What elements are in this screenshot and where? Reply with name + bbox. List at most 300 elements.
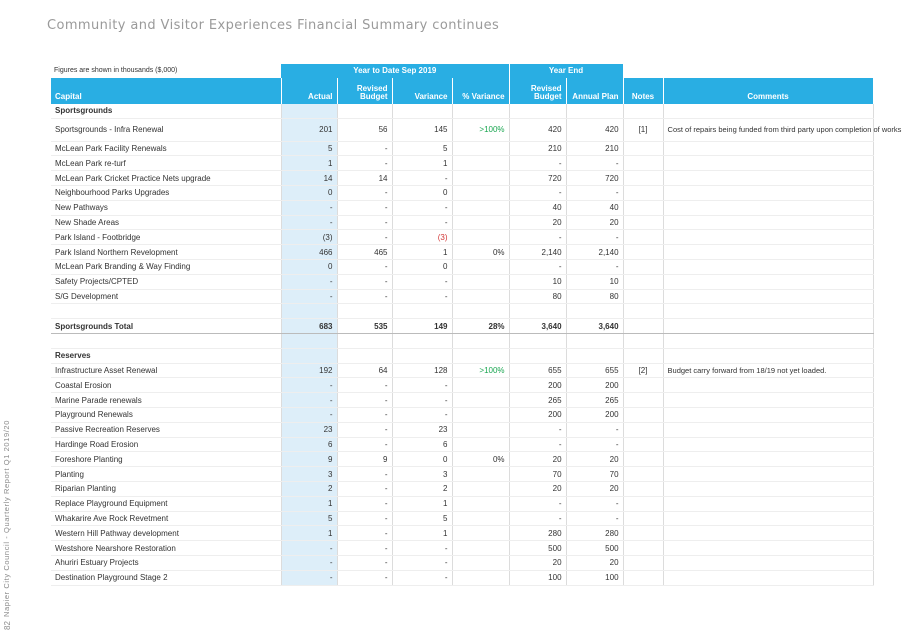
cell-comment bbox=[663, 274, 873, 289]
col-revised-budget: Revised Budget bbox=[337, 78, 392, 104]
cell-notes bbox=[623, 407, 663, 422]
cell-actual: 466 bbox=[281, 245, 337, 260]
row-name: Ahuriri Estuary Projects bbox=[51, 555, 281, 570]
cell-ye-revised-budget: 40 bbox=[509, 200, 566, 215]
cell-comment bbox=[663, 422, 873, 437]
table-row bbox=[51, 200, 873, 215]
cell-revised-budget: - bbox=[337, 185, 392, 200]
group-blank bbox=[663, 64, 873, 78]
cell-annual-plan: 280 bbox=[566, 526, 623, 541]
cell-actual: - bbox=[281, 200, 337, 215]
row-name: McLean Park re-turf bbox=[51, 156, 281, 171]
cell-notes bbox=[623, 570, 663, 585]
cell-pct-variance bbox=[452, 289, 509, 304]
cell-pct-variance bbox=[452, 511, 509, 526]
cell-variance: - bbox=[392, 171, 452, 186]
cell-variance: - bbox=[392, 570, 452, 585]
cell-comment bbox=[663, 185, 873, 200]
col-ye-revised-budget: Revised Budget bbox=[509, 78, 566, 104]
cell-actual: - bbox=[281, 289, 337, 304]
col-capital: Capital bbox=[51, 78, 281, 104]
cell-pct-variance bbox=[452, 215, 509, 230]
cell-notes bbox=[623, 481, 663, 496]
empty-cell bbox=[509, 333, 566, 348]
row-name: Sportsgrounds Total bbox=[51, 319, 281, 334]
cell-actual: 23 bbox=[281, 422, 337, 437]
col-notes: Notes bbox=[623, 78, 663, 104]
cell-variance: 5 bbox=[392, 141, 452, 156]
cell-revised-budget: - bbox=[337, 511, 392, 526]
cell-actual: - bbox=[281, 555, 337, 570]
empty-cell bbox=[281, 348, 337, 363]
cell-revised-budget: - bbox=[337, 422, 392, 437]
cell-annual-plan: 720 bbox=[566, 171, 623, 186]
row-name: Park Island Northern Revelopment bbox=[51, 245, 281, 260]
cell-variance: 1 bbox=[392, 496, 452, 511]
units-note: Figures are shown in thousands ($,000) bbox=[54, 67, 178, 75]
cell-revised-budget: - bbox=[337, 259, 392, 274]
cell-ye-revised-budget: 80 bbox=[509, 289, 566, 304]
row-name: Whakarire Ave Rock Revetment bbox=[51, 511, 281, 526]
table-row bbox=[51, 541, 873, 556]
table-row bbox=[51, 378, 873, 393]
cell-annual-plan: 210 bbox=[566, 141, 623, 156]
cell-comment bbox=[663, 289, 873, 304]
cell-variance: (3) bbox=[392, 230, 452, 245]
cell-variance: 145 bbox=[392, 118, 452, 141]
cell-pct-variance bbox=[452, 378, 509, 393]
cell-comment bbox=[663, 452, 873, 467]
cell-ye-revised-budget: - bbox=[509, 437, 566, 452]
cell-pct-variance bbox=[452, 393, 509, 408]
col-comments: Comments bbox=[663, 78, 873, 104]
col-annual-plan: Annual Plan bbox=[566, 78, 623, 104]
table-row bbox=[51, 156, 873, 171]
empty-cell bbox=[392, 348, 452, 363]
cell-revised-budget: 64 bbox=[337, 363, 392, 378]
table-body bbox=[51, 104, 902, 585]
cell-notes bbox=[623, 274, 663, 289]
section-header-row bbox=[51, 104, 873, 118]
cell-revised-budget: - bbox=[337, 378, 392, 393]
cell-revised-budget: 56 bbox=[337, 118, 392, 141]
page-number: 82 bbox=[3, 621, 12, 630]
row-name: Replace Playground Equipment bbox=[51, 496, 281, 511]
spacer-row bbox=[51, 333, 873, 348]
cell-ye-revised-budget: - bbox=[509, 511, 566, 526]
row-name: Hardinge Road Erosion bbox=[51, 437, 281, 452]
cell-annual-plan: 420 bbox=[566, 118, 623, 141]
cell-ye-revised-budget: - bbox=[509, 496, 566, 511]
table-row bbox=[51, 141, 873, 156]
cell-pct-variance bbox=[452, 541, 509, 556]
empty-cell bbox=[566, 104, 623, 118]
cell-actual: - bbox=[281, 378, 337, 393]
cell-annual-plan: 200 bbox=[566, 407, 623, 422]
table-row bbox=[51, 259, 873, 274]
cell-pct-variance bbox=[452, 437, 509, 452]
row-name: Destination Playground Stage 2 bbox=[51, 570, 281, 585]
cell-ye-revised-budget: - bbox=[509, 185, 566, 200]
cell-revised-budget: - bbox=[337, 555, 392, 570]
cell-pct-variance bbox=[452, 555, 509, 570]
cell-actual: - bbox=[281, 393, 337, 408]
empty-cell bbox=[509, 104, 566, 118]
cell-notes bbox=[623, 511, 663, 526]
empty-cell bbox=[566, 333, 623, 348]
row-name: Passive Recreation Reserves bbox=[51, 422, 281, 437]
side-footer-text: Napier City Council - Quarterly Report Q1 2019/20 bbox=[2, 420, 11, 617]
cell-ye-revised-budget: 200 bbox=[509, 378, 566, 393]
empty-cell bbox=[337, 104, 392, 118]
empty-cell bbox=[392, 304, 452, 319]
cell-ye-revised-budget: 720 bbox=[509, 171, 566, 186]
empty-cell bbox=[392, 333, 452, 348]
cell-pct-variance bbox=[452, 496, 509, 511]
cell-ye-revised-budget: 500 bbox=[509, 541, 566, 556]
cell-notes bbox=[623, 200, 663, 215]
table-row bbox=[51, 118, 873, 141]
row-name: Sportsgrounds - Infra Renewal bbox=[51, 118, 281, 141]
cell-variance: - bbox=[392, 289, 452, 304]
cell-actual: - bbox=[281, 541, 337, 556]
empty-cell bbox=[452, 304, 509, 319]
cell-revised-budget: 465 bbox=[337, 245, 392, 260]
cell-ye-revised-budget: - bbox=[509, 230, 566, 245]
cell-actual: 1 bbox=[281, 526, 337, 541]
cell-pct-variance bbox=[452, 570, 509, 585]
section-title: Sportsgrounds bbox=[51, 104, 281, 118]
cell-ye-revised-budget: - bbox=[509, 259, 566, 274]
row-name: Playground Renewals bbox=[51, 407, 281, 422]
row-name: McLean Park Branding & Way Finding bbox=[51, 259, 281, 274]
table-row bbox=[51, 452, 873, 467]
cell-ye-revised-budget: 20 bbox=[509, 555, 566, 570]
cell-annual-plan: 70 bbox=[566, 467, 623, 482]
table-row bbox=[51, 393, 873, 408]
cell-pct-variance bbox=[452, 171, 509, 186]
cell-notes bbox=[623, 171, 663, 186]
cell-notes bbox=[623, 289, 663, 304]
cell-variance: 0 bbox=[392, 259, 452, 274]
cell-comment: Cost of repairs being funded from third party upon completion of works bbox=[663, 118, 873, 141]
cell-pct-variance bbox=[452, 526, 509, 541]
cell-variance: 1 bbox=[392, 245, 452, 260]
cell-revised-budget: - bbox=[337, 230, 392, 245]
cell-ye-revised-budget: 20 bbox=[509, 452, 566, 467]
cell-comment bbox=[663, 378, 873, 393]
cell-pct-variance bbox=[452, 185, 509, 200]
cell-pct-variance bbox=[452, 481, 509, 496]
cell-annual-plan: - bbox=[566, 511, 623, 526]
empty-cell bbox=[51, 304, 281, 319]
empty-cell bbox=[623, 348, 663, 363]
cell-variance: 1 bbox=[392, 526, 452, 541]
spacer-row bbox=[51, 304, 873, 319]
cell-notes bbox=[623, 259, 663, 274]
cell-actual: 1 bbox=[281, 156, 337, 171]
total-row bbox=[51, 319, 873, 334]
cell-notes bbox=[623, 467, 663, 482]
cell-ye-revised-budget: 655 bbox=[509, 363, 566, 378]
cell-comment bbox=[663, 526, 873, 541]
cell-annual-plan: 20 bbox=[566, 555, 623, 570]
cell-revised-budget: - bbox=[337, 393, 392, 408]
cell-actual: 192 bbox=[281, 363, 337, 378]
cell-comment bbox=[663, 570, 873, 585]
cell-variance: - bbox=[392, 200, 452, 215]
cell-annual-plan: - bbox=[566, 496, 623, 511]
cell-ye-revised-budget: - bbox=[509, 422, 566, 437]
row-name: Foreshore Planting bbox=[51, 452, 281, 467]
empty-cell bbox=[392, 104, 452, 118]
cell-annual-plan: 20 bbox=[566, 481, 623, 496]
cell-pct-variance: 0% bbox=[452, 452, 509, 467]
table-row bbox=[51, 245, 873, 260]
cell-annual-plan: 200 bbox=[566, 378, 623, 393]
cell-notes bbox=[623, 555, 663, 570]
cell-revised-budget: - bbox=[337, 526, 392, 541]
cell-variance: - bbox=[392, 378, 452, 393]
cell-pct-variance: >100% bbox=[452, 363, 509, 378]
cell-comment bbox=[663, 200, 873, 215]
row-name: Western Hill Pathway development bbox=[51, 526, 281, 541]
table-row bbox=[51, 363, 873, 378]
cell-comment bbox=[663, 156, 873, 171]
empty-cell bbox=[337, 348, 392, 363]
empty-cell bbox=[663, 348, 873, 363]
cell-ye-revised-budget: 420 bbox=[509, 118, 566, 141]
row-name: McLean Park Facility Renewals bbox=[51, 141, 281, 156]
cell-revised-budget: - bbox=[337, 274, 392, 289]
cell-variance: - bbox=[392, 555, 452, 570]
cell-revised-budget: - bbox=[337, 407, 392, 422]
cell-annual-plan: - bbox=[566, 259, 623, 274]
empty-cell bbox=[337, 333, 392, 348]
table-row bbox=[51, 407, 873, 422]
table-row bbox=[51, 467, 873, 482]
cell-notes bbox=[623, 452, 663, 467]
empty-cell bbox=[337, 304, 392, 319]
cell-annual-plan: 20 bbox=[566, 215, 623, 230]
cell-variance: 23 bbox=[392, 422, 452, 437]
cell-variance: - bbox=[392, 541, 452, 556]
cell-comment bbox=[663, 496, 873, 511]
cell-annual-plan: 40 bbox=[566, 200, 623, 215]
cell-pct-variance bbox=[452, 200, 509, 215]
cell-notes bbox=[623, 422, 663, 437]
cell-notes bbox=[623, 141, 663, 156]
cell-notes: [1] bbox=[623, 118, 663, 141]
cell-comment bbox=[663, 245, 873, 260]
cell-ye-revised-budget: 2,140 bbox=[509, 245, 566, 260]
cell-revised-budget: - bbox=[337, 215, 392, 230]
table-row bbox=[51, 481, 873, 496]
cell-comment bbox=[663, 259, 873, 274]
cell-annual-plan: 2,140 bbox=[566, 245, 623, 260]
table-row bbox=[51, 437, 873, 452]
cell-variance: 0 bbox=[392, 452, 452, 467]
cell-pct-variance bbox=[452, 230, 509, 245]
empty-cell bbox=[623, 104, 663, 118]
cell-variance: - bbox=[392, 274, 452, 289]
column-header-row bbox=[51, 78, 873, 104]
cell-pct-variance bbox=[452, 467, 509, 482]
row-name: Neighbourhood Parks Upgrades bbox=[51, 185, 281, 200]
cell-actual: 0 bbox=[281, 185, 337, 200]
cell-revised-budget: - bbox=[337, 141, 392, 156]
group-header-row bbox=[51, 64, 873, 78]
cell-notes bbox=[623, 437, 663, 452]
cell-comment bbox=[663, 407, 873, 422]
cell-notes bbox=[623, 378, 663, 393]
cell-annual-plan: - bbox=[566, 422, 623, 437]
cell-actual: 3 bbox=[281, 467, 337, 482]
cell-pct-variance: 0% bbox=[452, 245, 509, 260]
cell-revised-budget: - bbox=[337, 496, 392, 511]
cell-comment bbox=[663, 230, 873, 245]
cell-revised-budget: 9 bbox=[337, 452, 392, 467]
cell-annual-plan: - bbox=[566, 185, 623, 200]
empty-cell bbox=[663, 333, 873, 348]
cell-actual: 2 bbox=[281, 481, 337, 496]
table-row bbox=[51, 570, 873, 585]
cell-variance: - bbox=[392, 407, 452, 422]
cell-revised-budget: - bbox=[337, 570, 392, 585]
cell-variance: 6 bbox=[392, 437, 452, 452]
row-name: New Pathways bbox=[51, 200, 281, 215]
table-row bbox=[51, 274, 873, 289]
group-year-end: Year End bbox=[509, 64, 623, 78]
cell-revised-budget: - bbox=[337, 437, 392, 452]
cell-variance: 0 bbox=[392, 185, 452, 200]
cell-variance: 3 bbox=[392, 467, 452, 482]
cell-pct-variance bbox=[452, 407, 509, 422]
cell-notes bbox=[623, 185, 663, 200]
row-name: Infrastructure Asset Renewal bbox=[51, 363, 281, 378]
cell-notes bbox=[623, 156, 663, 171]
cell-comment bbox=[663, 541, 873, 556]
table-row bbox=[51, 215, 873, 230]
empty-cell bbox=[452, 333, 509, 348]
cell-pct-variance bbox=[452, 274, 509, 289]
cell-annual-plan: 655 bbox=[566, 363, 623, 378]
cell-annual-plan: - bbox=[566, 230, 623, 245]
cell-variance: - bbox=[392, 215, 452, 230]
cell-revised-budget: - bbox=[337, 481, 392, 496]
empty-cell bbox=[623, 304, 663, 319]
cell-variance: 149 bbox=[392, 319, 452, 334]
cell-comment bbox=[663, 511, 873, 526]
empty-cell bbox=[281, 104, 337, 118]
cell-pct-variance bbox=[452, 141, 509, 156]
empty-cell bbox=[452, 104, 509, 118]
cell-revised-budget: - bbox=[337, 467, 392, 482]
cell-actual: - bbox=[281, 215, 337, 230]
cell-pct-variance: >100% bbox=[452, 118, 509, 141]
table-row bbox=[51, 496, 873, 511]
cell-ye-revised-budget: 100 bbox=[509, 570, 566, 585]
empty-cell bbox=[623, 333, 663, 348]
cell-annual-plan: - bbox=[566, 437, 623, 452]
row-name: Park Island - Footbridge bbox=[51, 230, 281, 245]
cell-comment bbox=[663, 467, 873, 482]
cell-comment bbox=[663, 215, 873, 230]
cell-variance: 2 bbox=[392, 481, 452, 496]
cell-notes: [2] bbox=[623, 363, 663, 378]
cell-ye-revised-budget: 200 bbox=[509, 407, 566, 422]
cell-annual-plan: 500 bbox=[566, 541, 623, 556]
table-row bbox=[51, 289, 873, 304]
cell-comment bbox=[663, 141, 873, 156]
empty-cell bbox=[509, 348, 566, 363]
row-name: Coastal Erosion bbox=[51, 378, 281, 393]
cell-annual-plan: 20 bbox=[566, 452, 623, 467]
cell-ye-revised-budget: 210 bbox=[509, 141, 566, 156]
cell-actual: 5 bbox=[281, 141, 337, 156]
col-variance: Variance bbox=[392, 78, 452, 104]
cell-actual: - bbox=[281, 570, 337, 585]
cell-revised-budget: 535 bbox=[337, 319, 392, 334]
empty-cell bbox=[452, 348, 509, 363]
cell-variance: 1 bbox=[392, 156, 452, 171]
row-name: New Shade Areas bbox=[51, 215, 281, 230]
table-row bbox=[51, 555, 873, 570]
cell-actual: - bbox=[281, 407, 337, 422]
table-row bbox=[51, 511, 873, 526]
page-title: Community and Visitor Experiences Financial Summary continues bbox=[47, 18, 500, 33]
section-header-row bbox=[51, 348, 873, 363]
cell-notes bbox=[623, 245, 663, 260]
cell-notes bbox=[623, 215, 663, 230]
table-row bbox=[51, 230, 873, 245]
table-row bbox=[51, 171, 873, 186]
row-name: McLean Park Cricket Practice Nets upgrade bbox=[51, 171, 281, 186]
group-blank bbox=[623, 64, 663, 78]
col-actual: Actual bbox=[281, 78, 337, 104]
cell-notes bbox=[623, 541, 663, 556]
empty-cell bbox=[51, 333, 281, 348]
cell-notes bbox=[623, 319, 663, 334]
cell-notes bbox=[623, 496, 663, 511]
row-name: Riparian Planting bbox=[51, 481, 281, 496]
cell-actual: 201 bbox=[281, 118, 337, 141]
cell-variance: - bbox=[392, 393, 452, 408]
empty-cell bbox=[566, 304, 623, 319]
cell-comment bbox=[663, 437, 873, 452]
cell-annual-plan: 265 bbox=[566, 393, 623, 408]
col-pct-variance: % Variance bbox=[452, 78, 509, 104]
cell-annual-plan: 10 bbox=[566, 274, 623, 289]
cell-ye-revised-budget: 20 bbox=[509, 481, 566, 496]
cell-revised-budget: - bbox=[337, 289, 392, 304]
cell-annual-plan: 80 bbox=[566, 289, 623, 304]
empty-cell bbox=[281, 304, 337, 319]
cell-notes bbox=[623, 526, 663, 541]
cell-actual: 9 bbox=[281, 452, 337, 467]
cell-comment: Budget carry forward from 18/19 not yet loaded. bbox=[663, 363, 873, 378]
row-name: Marine Parade renewals bbox=[51, 393, 281, 408]
cell-notes bbox=[623, 230, 663, 245]
cell-pct-variance: 28% bbox=[452, 319, 509, 334]
empty-cell bbox=[509, 304, 566, 319]
cell-ye-revised-budget: 20 bbox=[509, 215, 566, 230]
cell-ye-revised-budget: 3,640 bbox=[509, 319, 566, 334]
group-year-to-date: Year to Date Sep 2019 bbox=[281, 64, 509, 78]
cell-revised-budget: 14 bbox=[337, 171, 392, 186]
cell-variance: 128 bbox=[392, 363, 452, 378]
cell-actual: 0 bbox=[281, 259, 337, 274]
